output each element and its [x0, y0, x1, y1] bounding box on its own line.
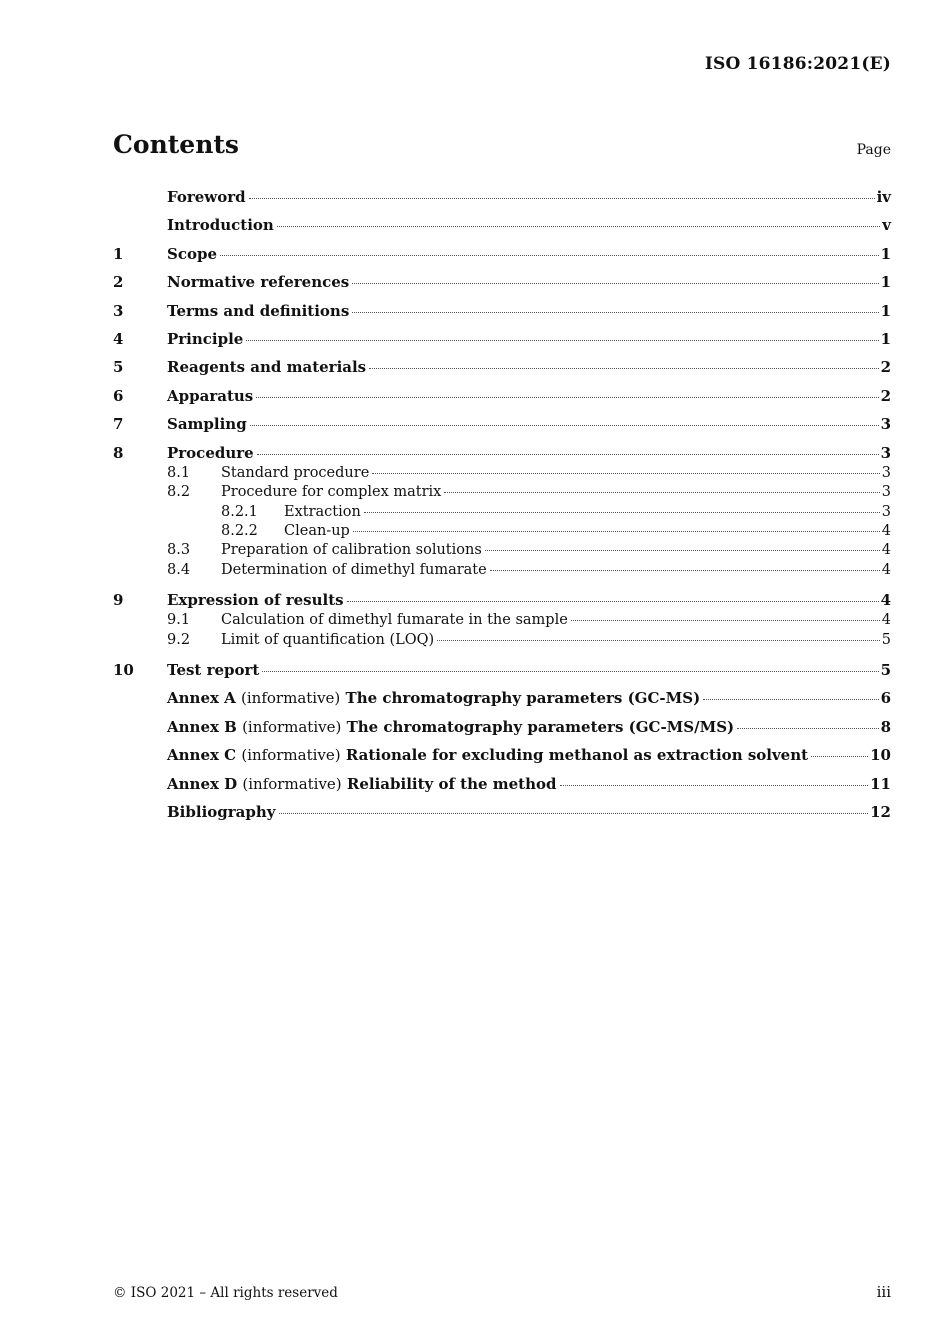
annex-label: Annex C: [167, 746, 237, 765]
dot-leader: [277, 226, 880, 227]
toc-entry-number: 5: [113, 358, 124, 377]
toc-entry-title: Scope: [167, 244, 218, 263]
annex-title: The chromatography parameters (GC-MS): [345, 689, 701, 708]
dot-leader: [262, 671, 878, 672]
toc-entry-title: Expression of results: [167, 590, 344, 609]
dot-leader: [364, 512, 880, 513]
toc-entry-number: 10: [113, 661, 134, 680]
toc-entry-page: v: [882, 216, 891, 235]
dot-leader: [279, 813, 869, 814]
dot-leader: [257, 454, 879, 455]
contents-header: [113, 130, 891, 166]
toc-entry-title: Reagents and materials: [167, 358, 367, 377]
dot-leader: [369, 368, 878, 369]
toc-entry-page: 1: [880, 244, 891, 263]
toc-entry-page: 3: [881, 503, 891, 520]
toc-entry-page: 4: [880, 590, 891, 609]
toc-entry-title: Apparatus: [167, 386, 254, 405]
toc-entry[interactable]: [113, 716, 891, 744]
toc-entry-number: 6: [113, 386, 124, 405]
toc-entry-number: 1: [113, 244, 124, 263]
page-column-label: Page: [856, 142, 891, 158]
toc-entry[interactable]: [113, 503, 891, 522]
dot-leader: [347, 601, 879, 602]
toc-entry-page: 10: [870, 746, 891, 765]
dot-leader: [571, 620, 880, 621]
toc-entry[interactable]: [113, 541, 891, 560]
toc-entry[interactable]: [113, 413, 891, 441]
toc-entry-number: 8: [113, 443, 124, 462]
toc-entry-number: 9: [113, 590, 124, 609]
toc-entry-title: Foreword: [167, 188, 246, 206]
toc-entry-page: 4: [881, 561, 891, 578]
annex-informative-label: (informative): [242, 774, 342, 793]
annex-label: Annex A: [167, 689, 236, 708]
toc-entry-page: 1: [880, 273, 891, 292]
toc-entry-title: Sampling: [167, 415, 247, 434]
toc-entry-title: [167, 744, 808, 766]
toc-entry-number: 8.2: [167, 484, 191, 501]
toc-entry-page: 3: [880, 443, 891, 462]
dot-leader: [560, 785, 869, 786]
toc-entry[interactable]: [113, 522, 891, 541]
dot-leader: [811, 756, 868, 757]
dot-leader: [490, 570, 880, 571]
annex-label: Annex B: [167, 717, 237, 736]
toc-entry-page: iv: [876, 188, 891, 206]
toc-entry-title: Procedure for complex matrix: [221, 484, 442, 501]
dot-leader: [485, 550, 880, 551]
toc-entry-title: Limit of quantification (LOQ): [221, 631, 435, 648]
toc-entry-title: Principle: [167, 329, 244, 348]
toc-entry-page: 11: [870, 774, 891, 793]
toc-entry-title: Bibliography: [167, 803, 276, 822]
toc-entry-title: Terms and definitions: [167, 301, 350, 320]
toc-entry[interactable]: [113, 300, 891, 328]
toc-entry-page: 3: [880, 415, 891, 434]
dot-leader: [246, 340, 878, 341]
toc-entry-page: 1: [880, 301, 891, 320]
dot-leader: [703, 699, 878, 700]
copyright-notice: © ISO 2021 – All rights reserved: [113, 1285, 338, 1301]
toc-entry[interactable]: [113, 611, 891, 630]
annex-informative-label: (informative): [242, 717, 342, 736]
page-number: iii: [876, 1283, 891, 1301]
toc-entry[interactable]: [113, 442, 891, 465]
toc-entry-number: 8.2.1: [221, 503, 258, 520]
toc-entry-title: Clean-up: [284, 523, 350, 539]
toc-entry[interactable]: [113, 801, 891, 829]
toc-entry[interactable]: [113, 561, 891, 580]
toc-entry-title: [167, 716, 734, 738]
toc-entry-page: 6: [880, 689, 891, 708]
document-id: ISO 16186:2021(E): [704, 54, 891, 74]
annex-title: The chromatography parameters (GC-MS/MS): [346, 717, 735, 736]
toc-entry-number: 9.2: [167, 631, 191, 648]
toc-entry[interactable]: [113, 271, 891, 299]
dot-leader: [737, 728, 878, 729]
toc-entry-title: Preparation of calibration solutions: [221, 542, 482, 559]
toc-entry[interactable]: [113, 589, 891, 612]
toc-entry[interactable]: [113, 328, 891, 356]
toc-entry-page: 2: [880, 386, 891, 405]
toc-entry-number: 4: [113, 329, 124, 348]
toc-entry[interactable]: [113, 631, 891, 650]
table-of-contents: [113, 186, 891, 829]
toc-entry-number: 7: [113, 415, 124, 434]
toc-entry[interactable]: [113, 659, 891, 687]
toc-entry-number: 8.3: [167, 542, 191, 559]
toc-entry-number: 9.1: [167, 612, 191, 629]
toc-entry[interactable]: [113, 464, 891, 483]
toc-entry[interactable]: [113, 186, 891, 214]
toc-entry[interactable]: [113, 773, 891, 801]
annex-informative-label: (informative): [241, 689, 341, 708]
toc-entry-page: 5: [881, 631, 891, 648]
toc-entry-title: [167, 773, 557, 795]
dot-leader: [372, 473, 879, 474]
toc-entry[interactable]: [113, 744, 891, 772]
dot-leader: [352, 283, 878, 284]
annex-title: Reliability of the method: [346, 774, 557, 793]
toc-entry-page: 8: [880, 717, 891, 736]
dot-leader: [250, 425, 879, 426]
toc-entry-number: 3: [113, 301, 124, 320]
toc-entry-title: Normative references: [167, 273, 350, 292]
toc-entry-title: Test report: [167, 661, 260, 680]
dot-leader: [352, 312, 878, 313]
toc-entry-title: Introduction: [167, 216, 274, 235]
toc-entry[interactable]: [113, 214, 891, 242]
toc-entry-number: 8.4: [167, 561, 191, 578]
toc-entry-page: 5: [880, 661, 891, 680]
dot-leader: [256, 397, 878, 398]
toc-entry-number: 2: [113, 273, 124, 292]
toc-entry-title: Calculation of dimethyl fumarate in the sample: [221, 612, 568, 629]
toc-entry-page: 1: [880, 329, 891, 348]
dot-leader: [353, 531, 880, 532]
toc-entry[interactable]: [113, 243, 891, 271]
toc-entry-page: 12: [870, 803, 891, 822]
toc-entry-page: 4: [881, 542, 891, 559]
toc-entry-title: Procedure: [167, 443, 254, 462]
toc-entry-number: 8.2.2: [221, 523, 258, 539]
dot-leader: [444, 492, 879, 493]
toc-entry-title: Extraction: [284, 503, 361, 520]
toc-entry-page: 2: [880, 358, 891, 377]
toc-entry-number: 8.1: [167, 465, 191, 482]
toc-entry-title: Determination of dimethyl fumarate: [221, 561, 487, 578]
dot-leader: [220, 255, 879, 256]
toc-entry-title: [167, 687, 700, 709]
toc-entry-page: 3: [881, 465, 891, 482]
annex-label: Annex D: [167, 774, 238, 793]
contents-title: Contents: [113, 130, 240, 159]
toc-entry-page: 4: [881, 523, 891, 539]
toc-entry-page: 4: [881, 612, 891, 629]
toc-entry[interactable]: [113, 687, 891, 715]
toc-entry[interactable]: [113, 385, 891, 413]
toc-entry[interactable]: [113, 356, 891, 384]
dot-leader: [437, 640, 880, 641]
annex-title: Rationale for excluding methanol as extraction solvent: [345, 746, 809, 765]
annex-informative-label: (informative): [241, 746, 341, 765]
dot-leader: [249, 198, 875, 199]
toc-entry-page: 3: [881, 484, 891, 501]
toc-entry[interactable]: [113, 483, 891, 502]
toc-entry-title: Standard procedure: [221, 465, 370, 482]
